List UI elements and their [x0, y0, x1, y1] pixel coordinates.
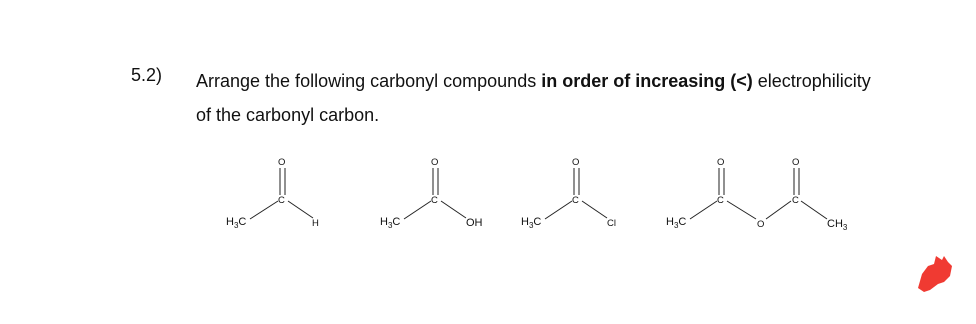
- bond-hydroxyl: [441, 201, 466, 218]
- question-text-start: Arrange the following carbonyl compounds: [196, 71, 542, 91]
- structure-anhydride: [666, 157, 848, 232]
- methyl-label: $H_3C$: [380, 216, 401, 230]
- bond-methyl-left: [690, 201, 717, 219]
- carbonyl-oxygen-left-label: O: [717, 157, 725, 168]
- question-text-emphasis: in order of increasing (<): [541, 71, 753, 91]
- chlorine-label: Cl: [607, 218, 616, 229]
- methyl-label: $H_3C$: [226, 216, 247, 230]
- bond-methyl-right: [801, 201, 827, 219]
- carbonyl-carbon-right-label: C: [792, 195, 799, 206]
- bond-methyl: [545, 201, 572, 219]
- methyl-left-label: $H_3C$: [666, 216, 687, 230]
- question-text-line2: of the carbonyl carbon.: [196, 105, 380, 125]
- bridge-oxygen-label: O: [757, 219, 765, 230]
- bond-bridge-right: [766, 201, 791, 219]
- bond-hydrogen: [288, 201, 313, 218]
- structure-acid: [380, 157, 483, 230]
- methyl-label: $H_3C$: [521, 216, 542, 230]
- structure-aldehyde: [226, 157, 319, 230]
- hydrogen-label: H: [312, 218, 319, 229]
- carbonyl-carbon-left-label: C: [717, 195, 724, 206]
- question-number: 5.2): [131, 65, 163, 85]
- structure-acyl-chloride: [521, 157, 616, 230]
- bond-methyl: [250, 201, 278, 219]
- carbonyl-oxygen-right-label: O: [792, 157, 800, 168]
- red-brush-logo-icon: [914, 252, 956, 296]
- hydroxyl-label: OH: [466, 217, 483, 229]
- carbonyl-oxygen-label: O: [278, 157, 286, 168]
- carbonyl-carbon-label: C: [278, 195, 285, 206]
- carbonyl-carbon-label: C: [431, 195, 438, 206]
- methyl-right-label: $CH_3$: [827, 218, 848, 232]
- carbonyl-oxygen-label: O: [431, 157, 439, 168]
- carbonyl-oxygen-label: O: [572, 157, 580, 168]
- question-text-end: electrophilicity: [752, 71, 871, 91]
- bond-chlorine: [582, 201, 607, 218]
- bond-methyl: [404, 201, 431, 219]
- bond-bridge-left: [727, 201, 756, 219]
- carbonyl-carbon-label: C: [572, 195, 579, 206]
